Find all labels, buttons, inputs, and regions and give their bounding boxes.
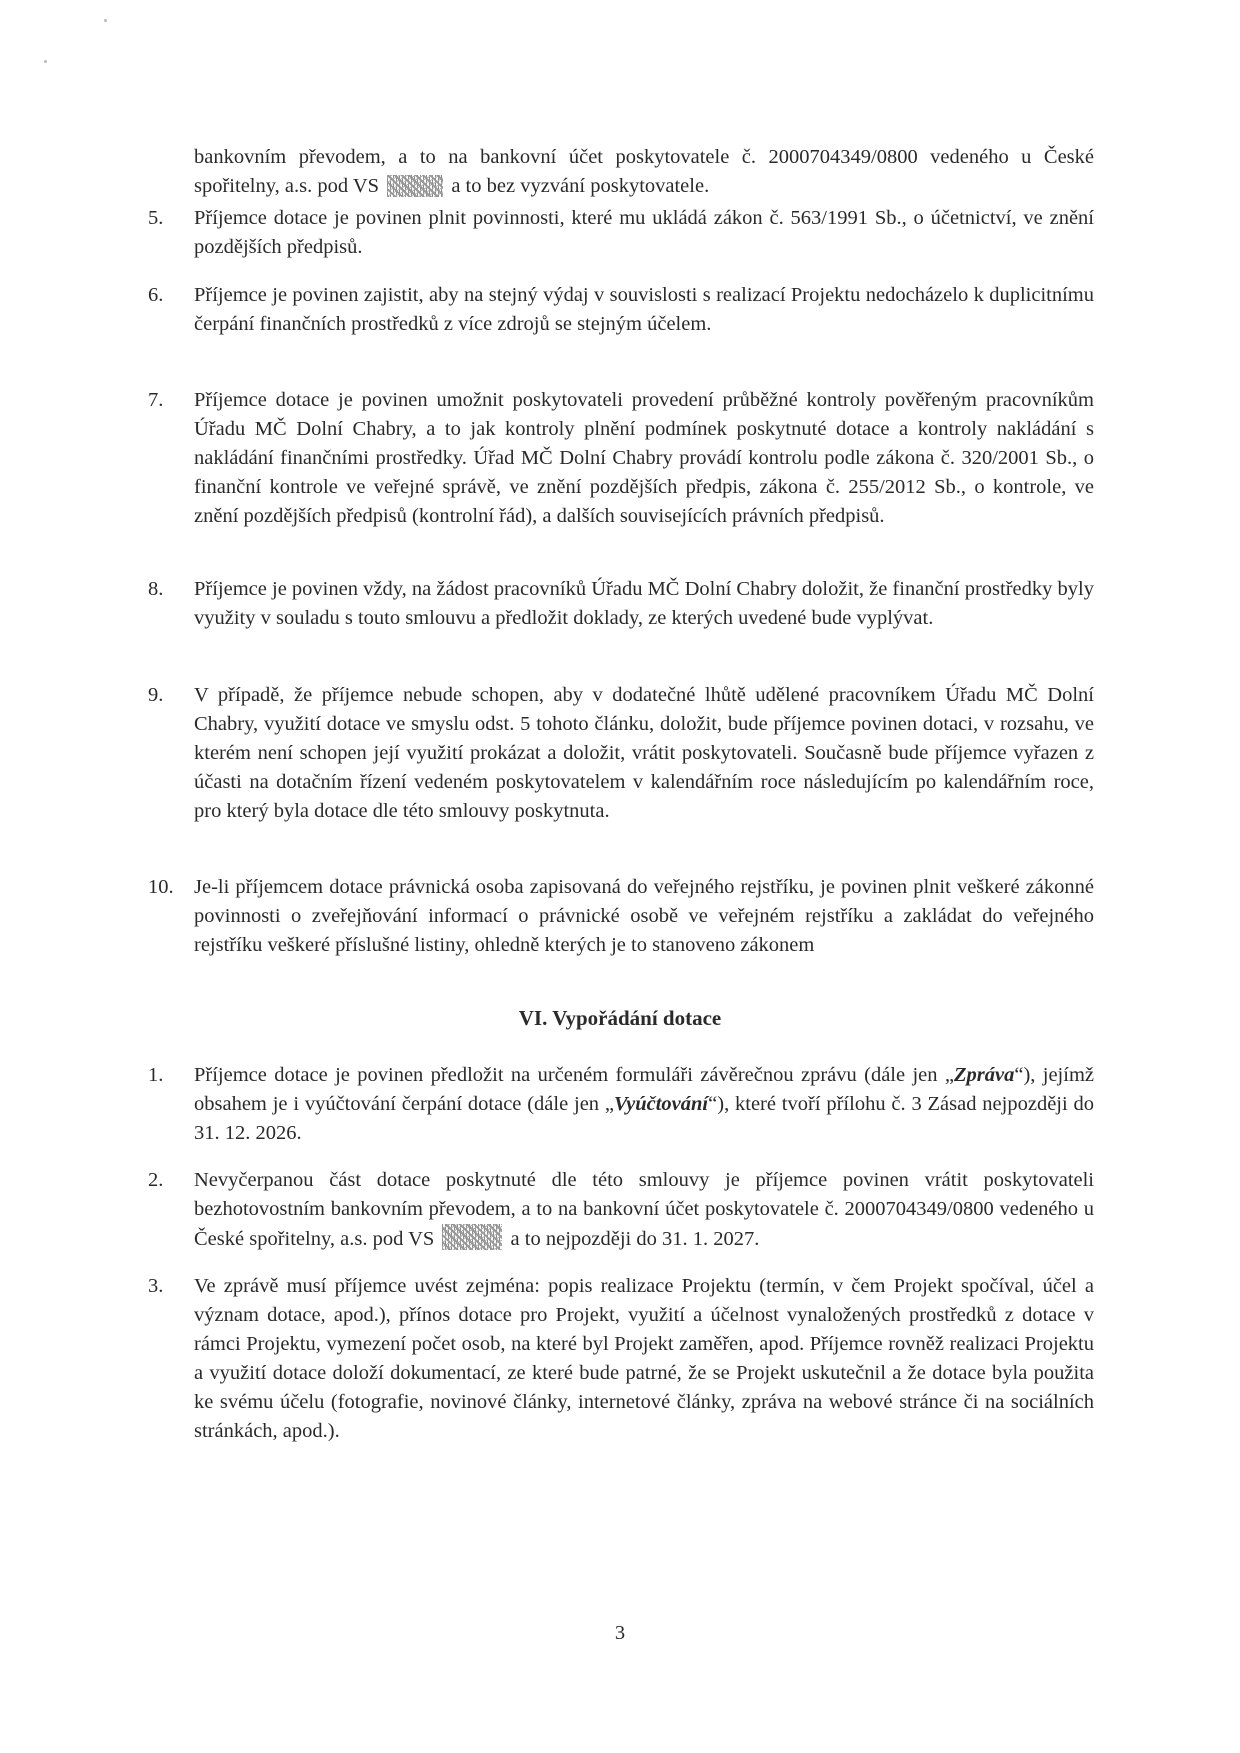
item-text: V případě, že příjemce nebude schopen, aby v dodatečné lhůtě udělené pracovníkem Úřadu MČ Dolní Chabry, využití dotace ve smyslu odst. 5 tohoto článku, doložit, bude příjemce povinen dotaci, v rozsahu, ve kterém není schopen její využití prokázat a doložit, vrátit poskytovateli. Současně bude příjemce vyřazen z účasti na dotačním řízení vedeném poskytovatelem v kalendářním roce následujícím po kalendářním roce, pro který byla dotace dle této smlouvy poskytnuta. <box>194 684 1094 822</box>
text-segment: a to nejpozději do 31. 1. 2027. <box>510 1228 760 1250</box>
intro-text-2: a to bez vyzvání poskytovatele. <box>451 175 710 197</box>
item-number: 10. <box>148 876 174 898</box>
item-text: Příjemce je povinen zajistit, aby na stejný výdaj v souvislosti s realizací Projektu nedocházelo k duplicitnímu čerpání finančních prostředků z více zdrojů se stejným účelem. <box>194 284 1094 335</box>
item-number: 1. <box>148 1064 164 1086</box>
term-vyuctovani: Vyúčtování <box>613 1093 709 1115</box>
item-text <box>194 1061 1094 1148</box>
term-zprava: Zpráva <box>953 1064 1015 1086</box>
scan-speck <box>104 19 107 22</box>
item-number: 8. <box>148 578 164 600</box>
scan-speck <box>44 60 47 63</box>
redaction-mark <box>442 1224 502 1250</box>
redaction-mark <box>387 175 443 197</box>
item-number: 6. <box>148 284 164 306</box>
intro-text-1: bankovním převodem, a to na bankovní účet poskytovatele č. 2000704349/0800 vedeného u České spořitelny, a.s. pod VS <box>194 146 1094 197</box>
text-segment: “), které tvoří přílohu č. 3 Zásad nejpozději do 31. 12. 2026. <box>194 1093 1095 1144</box>
item-number: 7. <box>148 389 164 411</box>
item-number: 3. <box>148 1275 164 1297</box>
intro-paragraph <box>194 143 1094 201</box>
text-segment: “), jejímž obsahem je i vyúčtování čerpání dotace (dále jen „ <box>194 1064 1094 1115</box>
item-text: Ve zprávě musí příjemce uvést zejména: popis realizace Projektu (termín, v čem Projekt spočíval, účel a význam dotace, apod.), přínos dotace pro Projekt, využití a účelnost vynaložených prostředků z dotace v rámci Projektu, vymezení počet osob, na které byl Projekt zaměřen, apod. Příjemce rovněž realizaci Projektu a využití dotace doloží dokumentací, ze které bude patrné, že se Projekt uskutečnil a že dotace byla použita ke svému účelu (fotografie, novinové články, internetové články, zpráva na webové stránce či na sociálních stránkách, apod.). <box>194 1275 1094 1442</box>
item-text <box>194 1166 1094 1254</box>
section-heading: VI. Vypořádání dotace <box>518 1006 722 1030</box>
item-number: 9. <box>148 684 164 706</box>
item-number: 2. <box>148 1169 164 1191</box>
item-number: 5. <box>148 207 164 229</box>
item-text: Je-li příjemcem dotace právnická osoba zapisovaná do veřejného rejstříku, je povinen plnit veškeré zákonné povinnosti o zveřejňování informací o právnické osobě ve veřejném rejstříku a zakládat do veřejného rejstříku veškeré příslušné listiny, ohledně kterých je to stanoveno zákonem <box>194 876 1094 956</box>
item-text: Příjemce dotace je povinen plnit povinnosti, které mu ukládá zákon č. 563/1991 Sb., o účetnictví, ve znění pozdějších předpisů. <box>194 207 1094 258</box>
item-text: Příjemce dotace je povinen umožnit poskytovateli provedení průběžné kontroly pověřeným pracovníkům Úřadu MČ Dolní Chabry, a to jak kontroly plnění podmínek poskytnuté dotace a kontroly nakládání s nakládání finančními prostředky. Úřad MČ Dolní Chabry provádí kontrolu podle zákona č. 320/2001 Sb., o finanční kontrole ve veřejné správě, ve znění pozdějších předpis, zákona č. 255/2012 Sb., o kontrole, ve znění pozdějších předpisů (kontrolní řád), a dalších souvisejících právních předpisů. <box>194 389 1094 527</box>
text-segment: Nevyčerpanou část dotace poskytnuté dle této smlouvy je příjemce povinen vrátit poskytovateli bezhotovostním bankovním převodem, a to na bankovní účet poskytovatele č. 2000704349/0800 vedeného u České spořitelny, a.s. pod VS <box>194 1169 1094 1250</box>
page-number: 3 <box>614 1622 626 1644</box>
item-text: Příjemce je povinen vždy, na žádost pracovníků Úřadu MČ Dolní Chabry doložit, že finanční prostředky byly využity v souladu s touto smlouvu a předložit doklady, ze kterých uvedené bude vyplývat. <box>194 578 1094 629</box>
text-segment: Příjemce dotace je povinen předložit na určeném formuláři závěrečnou zprávu (dále jen „ <box>194 1064 954 1086</box>
